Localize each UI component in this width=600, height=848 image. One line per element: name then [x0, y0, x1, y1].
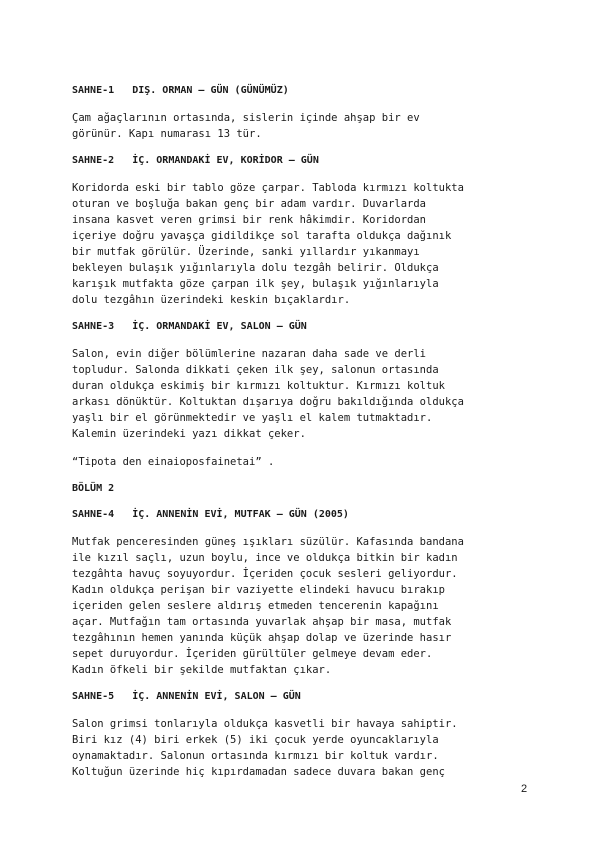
text-line: Salon grimsi tonlarıyla oldukça kasvetli bir havaya sahiptir. — [72, 718, 458, 730]
text-line: Koridorda eski bir tablo göze çarpar. Tabloda kırmızı koltukta — [72, 182, 464, 194]
action-paragraph — [72, 180, 542, 308]
text-line: içeriden gelen seslere aldırış etmeden tencerenin kapağını — [72, 600, 439, 612]
text-line: Kadın oldukça perişan bir vaziyette elindeki havucu bırakıp — [72, 584, 445, 596]
scene-heading: SAHNE-3 İÇ. ORMANDAKİ EV, SALON – GÜN — [72, 321, 307, 332]
action-paragraph — [72, 346, 542, 442]
text-line: tezgâhının hemen yanında küçük ahşap dolap ve üzerinde hasır — [72, 632, 452, 644]
text-line: bir mutfak görülür. Üzerinde, sanki yıllardır yıkanmayı — [72, 246, 420, 258]
page-number: 2 — [521, 783, 528, 795]
text-line: duran oldukça eskimiş bir kırmızı koltuktur. Kırmızı koltuk — [72, 380, 445, 392]
text-line: dolu tezgâhın üzerindeki keskin bıçaklardır. — [72, 294, 351, 306]
text-line: yaşlı bir el görünmektedir ve yaşlı el kalem tutmaktadır. — [72, 412, 433, 424]
text-line: Biri kız (4) biri erkek (5) iki çocuk yerde oyuncaklarıyla — [72, 734, 439, 746]
text-line: karışık mutfakta göze çarpan ilk şey, bulaşık yığınlarıyla — [72, 278, 439, 290]
text-line: oturan ve boşluğa bakan genç bir adam vardır. Duvarlarda — [72, 198, 427, 210]
text-line: Mutfak penceresinden güneş ışıkları süzülür. Kafasında bandana — [72, 536, 464, 548]
text-line: içeriye doğru yavaşça gidildikçe sol tarafta oldukça dağınık — [72, 230, 452, 242]
text-line: Koltuğun üzerinde hiç kıpırdamadan sadece duvara bakan genç — [72, 766, 445, 778]
scene-heading: SAHNE-5 İÇ. ANNENİN EVİ, SALON – GÜN — [72, 691, 301, 702]
text-line: Kalemin üzerindeki yazı dikkat çeker. — [72, 428, 306, 440]
action-paragraph — [72, 454, 542, 470]
text-line: topludur. Salonda dikkati çeken ilk şey, salonun ortasında — [72, 364, 439, 376]
text-line: insana kasvet veren grimsi bir renk hâkimdir. Koridordan — [72, 214, 427, 226]
action-paragraph — [72, 716, 542, 780]
text-line: ile kızıl saçlı, uzun boylu, ince ve oldukça bitkin bir kadın — [72, 552, 458, 564]
text-line: sepet duruyordur. İçeriden gürültüler gelmeye devam eder. — [72, 648, 433, 660]
text-line: açar. Mutfağın tam ortasında yuvarlak ahşap bir masa, mutfak — [72, 616, 452, 628]
action-paragraph — [72, 534, 542, 678]
scene-heading: BÖLÜM 2 — [72, 483, 115, 494]
scene-heading: SAHNE-2 İÇ. ORMANDAKİ EV, KORİDOR – GÜN — [72, 155, 319, 166]
text-line: tezgâhta havuç soyuyordur. İçeriden çocuk sesleri geliyordur. — [72, 568, 458, 580]
screenplay-body — [72, 84, 542, 792]
text-line: arkası dönüktür. Koltuktan dışarıya doğru bakıldığında oldukça — [72, 396, 464, 408]
scene-heading: SAHNE-1 DIŞ. ORMAN – GÜN (GÜNÜMÜZ) — [72, 85, 289, 96]
text-line: bekleyen bulaşık yığınlarıyla dolu tezgâh belirir. Oldukça — [72, 262, 439, 274]
action-paragraph — [72, 110, 542, 142]
text-line: “Tipota den einaioposfainetai” . — [72, 456, 275, 468]
text-line: Salon, evin diğer bölümlerine nazaran daha sade ve derli — [72, 348, 427, 360]
text-line: oynamaktadır. Salonun ortasında kırmızı bir koltuk vardır. — [72, 750, 439, 762]
scene-heading: SAHNE-4 İÇ. ANNENİN EVİ, MUTFAK – GÜN (2005) — [72, 509, 349, 520]
text-line: Kadın öfkeli bir şekilde mutfaktan çıkar. — [72, 664, 332, 676]
text-line: görünür. Kapı numarası 13 tür. — [72, 128, 262, 140]
text-line: Çam ağaçlarının ortasında, sislerin içinde ahşap bir ev — [72, 112, 420, 124]
